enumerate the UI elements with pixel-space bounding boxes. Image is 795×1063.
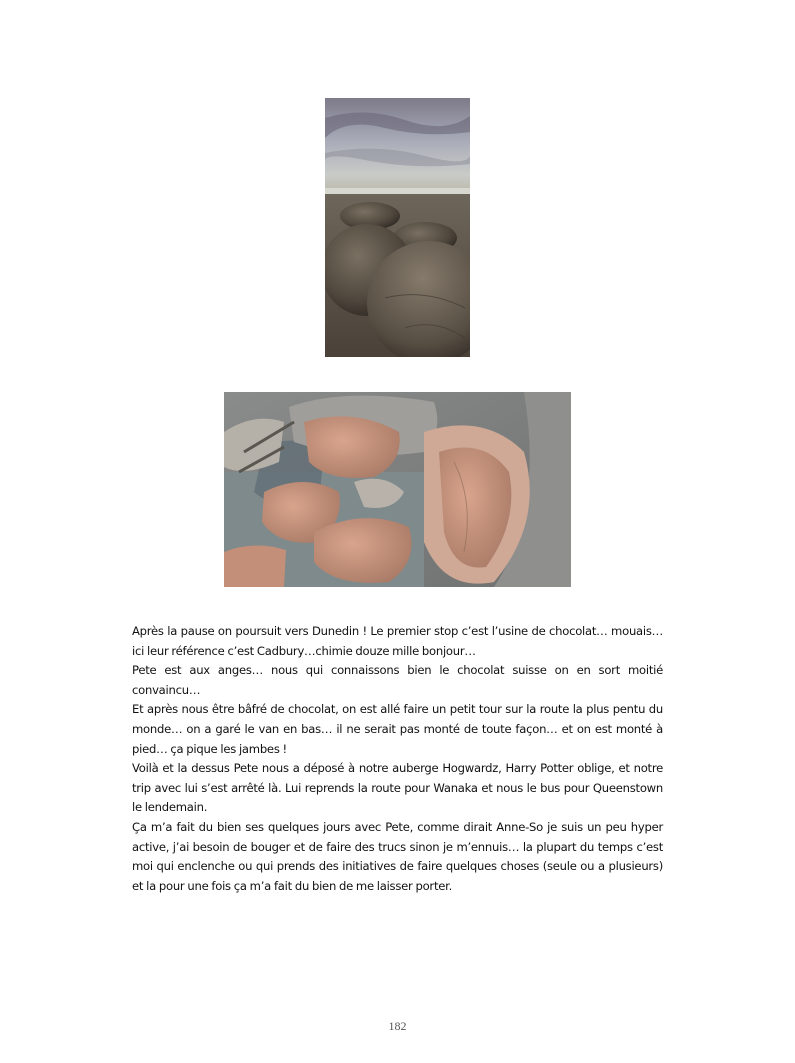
paragraph: Pete est aux anges… nous qui connaissons bien le chocolat suisse on en sort moitié convaincu… <box>132 663 663 697</box>
page-number: 182 <box>388 1019 407 1033</box>
paragraph: Après la pause on poursuit vers Dunedin ! Le premier stop c’est l’usine de chocolat… mouais… ici leur référence c’est Cadbury…chimie douze mille bonjour… <box>132 624 663 658</box>
paragraph: Ça m’a fait du bien ses quelques jours avec Pete, comme dirait Anne-So je suis un peu hyper active, j’ai besoin de bouger et de faire des trucs sinon je m’ennuis… la plupart du temps c’est moi qui enclenche ou qui prends des initiatives de faire quelques choses (seule ou a plusieurs) et la pour une fois ça m’a fait du bien de me laisser porter. <box>132 819 663 893</box>
body-text <box>132 622 663 896</box>
paragraph: Voilà et la dessus Pete nous a déposé à notre auberge Hogwardz, Harry Potter oblige, et notre trip avec lui s’est arrêté là. Lui reprends la route pour Wanaka et nous le bus pour Queenstown le lendemain. <box>132 761 663 815</box>
photo-broken-boulder <box>224 392 571 587</box>
photo-beach-boulders <box>325 98 470 357</box>
paragraph: Et après nous être bâfré de chocolat, on est allé faire un petit tour sur la route la plus pentu du monde… on a garé le van en bas… il ne serait pas monté de toute façon… et on est monté à pied… ça pique les jambes ! <box>132 702 663 756</box>
